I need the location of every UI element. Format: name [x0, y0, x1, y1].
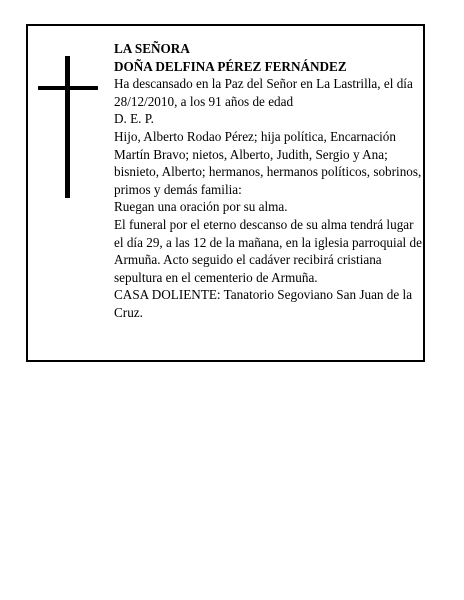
deceased-name: DOÑA DELFINA PÉREZ FERNÁNDEZ	[114, 58, 347, 74]
family-list: Hijo, Alberto Rodao Pérez; hija política, Encarnación Martín Bravo; nietos, Alberto, Judith, Sergio y Ana; bisnieto, Alberto; hermanos, hermanos políticos, sobrinos, primos y demás familia:	[114, 128, 422, 197]
cross-vertical-bar	[65, 56, 70, 198]
obituary-notice	[26, 24, 425, 362]
cross-icon	[38, 56, 98, 198]
obituary-title-line-1: LA SEÑORA	[114, 41, 190, 56]
prayer-request: Ruegan una oración por su alma.	[114, 199, 288, 215]
funeral-home: CASA DOLIENTE: Tanatorio Segoviano San Juan de la Cruz.	[114, 287, 413, 320]
funeral-details: El funeral por el eterno descanso de su alma tendrá lugar el día 29, a las 12 de la mañana, en la iglesia parroquial de Armuña. Acto seguido el cadáver recibirá cristiana sepultura en el cementerio de Armuña.	[114, 216, 422, 285]
rip-abbreviation: D. E. P.	[114, 111, 154, 127]
obituary-text	[114, 40, 424, 322]
cross-horizontal-bar	[38, 86, 98, 90]
death-announcement: Ha descansado en la Paz del Señor en La Lastrilla, el día 28/12/2010, a los 91 años de edad	[114, 76, 413, 109]
